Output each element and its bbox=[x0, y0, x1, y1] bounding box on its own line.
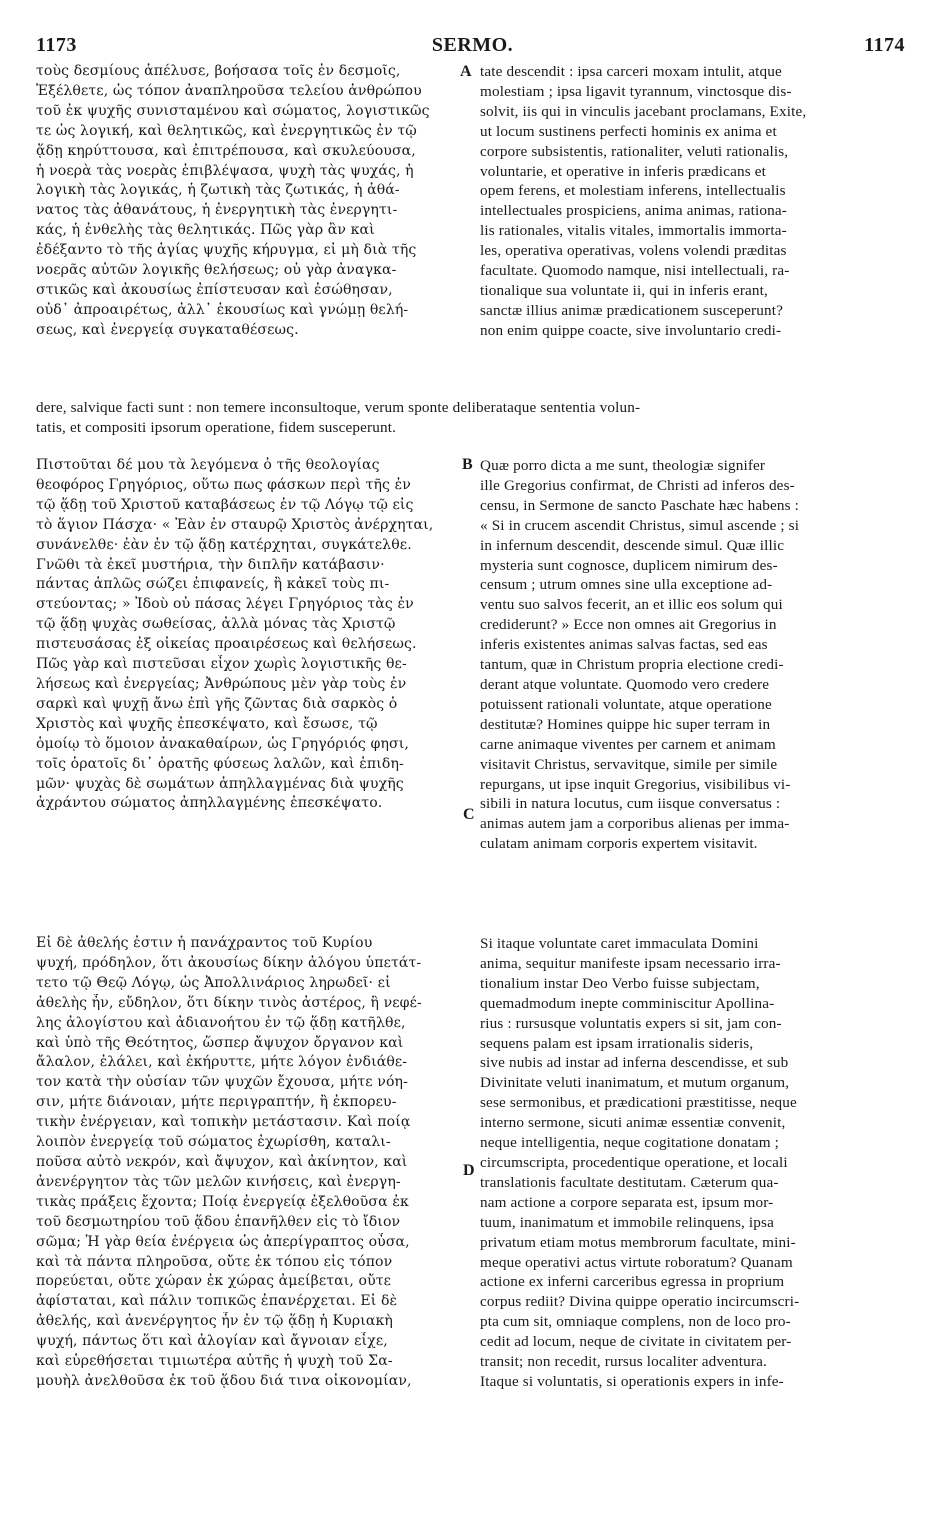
text-line: ventu suo salvos fecerit, an et illic eos solum qui bbox=[480, 596, 783, 614]
text-line: Quæ porro dicta a me sunt, theologiæ signifer bbox=[480, 457, 766, 474]
text-line: « Si in crucem ascendit Christus, simul ascende ; si bbox=[480, 516, 800, 534]
text-line: derant atque voluntate. Quomodo vero credere bbox=[480, 675, 770, 693]
text-line: θεοφόρος Γρηγόριος, οὕτω πως φάσκων περὶ τῆς ἐν bbox=[36, 476, 411, 493]
text-line: repurgans, ut ipse inquit Gregorius, visibilibus vi- bbox=[480, 775, 791, 793]
text-line: ὁμοίῳ τὸ ὅμοιον ἀνακαθαίρων, ὡς Γρηγόριός φησι, bbox=[36, 735, 409, 752]
latin-column-2 bbox=[480, 456, 910, 854]
text-line: tionalique sua voluntate ii, qui in inferis erant, bbox=[480, 281, 768, 299]
text-line: λης ἀλογίστου καὶ ἀδιανοήτου ἐν τῷ ᾅδῃ κατῆλθε, bbox=[36, 1014, 406, 1031]
text-line: nam actione a corpore separata est, ipsum mor- bbox=[480, 1193, 774, 1211]
text-line: ἀνενέργητον τὰς τῶν μελῶν κινήσεις, καὶ ἐνεργη- bbox=[36, 1173, 401, 1190]
text-line: σιν, μήτε διάνοιαν, μήτε περιγραπτήν, ἢ ἐκπορευ- bbox=[36, 1094, 397, 1111]
text-line: interno sermone, sicuti animæ essentiæ convenit, bbox=[480, 1114, 786, 1132]
text-line: circumscripta, procedentique operatione, et locali bbox=[480, 1153, 788, 1171]
text-line: opem ferens, et molestiam inferens, intellectualis bbox=[480, 182, 786, 200]
section-marker-b: B bbox=[462, 456, 473, 473]
text-line: animas autem jam a corporibus alienas per imma- bbox=[480, 815, 790, 833]
text-line: ἀθελής, καὶ ἀνενέργητος ἦν ἐν τῷ ᾅδῃ ἡ Κυριακὴ bbox=[36, 1313, 393, 1330]
greek-column-2 bbox=[36, 456, 456, 814]
text-line: inferis existentes animas salvas factas, sed eas bbox=[480, 636, 768, 654]
text-line: Si itaque voluntate caret immaculata Domini bbox=[480, 935, 759, 952]
text-line: corpus rediit? Divina quippe operatio incircumscri- bbox=[480, 1293, 800, 1311]
text-line: Πιστοῦται δέ μου τὰ λεγόμενα ὁ τῆς θεολογίας bbox=[36, 457, 380, 473]
text-line: carne animaque viventes per carnem et animam bbox=[480, 735, 776, 753]
text-line: Γνῶθι τὰ ἐκεῖ μυστήρια, τὴν διπλῆν κατάβασιν· bbox=[36, 556, 385, 573]
text-line: in infernum descendit, descende simul. Quæ illic bbox=[480, 536, 785, 554]
text-line: σεως, καὶ ἐνεργείᾳ συγκαταθέσεως. bbox=[36, 321, 299, 338]
text-line: μουὴλ ἀνελθοῦσα ἐκ τοῦ ᾅδου διά τινα οἰκονομίαν, bbox=[36, 1372, 412, 1389]
text-line: οὐδ᾽ ἀπροαιρέτως, ἀλλ᾽ ἑκουσίως καὶ γνώμῃ θελή- bbox=[36, 301, 409, 318]
text-line: τὸ ἅγιον Πάσχα· « Ἐὰν ἐν σταυρῷ Χριστὸς ἀνέρχηται, bbox=[36, 516, 434, 533]
text-line: pta cum sit, omniaque complens, non de loco pro- bbox=[480, 1313, 791, 1331]
text-line: cedit ad locum, neque de civitate in civitatem per- bbox=[480, 1333, 792, 1351]
text-line: sese sermonibus, et prædicationi præstitisse, neque bbox=[480, 1094, 797, 1112]
text-line: culatam animam corporis expertem visitavit. bbox=[480, 835, 758, 853]
text-line: tatis, et compositi ipsorum operatione, fidem susceperunt. bbox=[36, 418, 397, 436]
text-line: sibili in natura locutus, cum iisque conversatus : bbox=[480, 795, 781, 813]
text-line: ἀφίσταται, καὶ πάλιν τοπικῶς ἐπανέρχεται. Εἰ δὲ bbox=[36, 1293, 398, 1310]
text-line: privatum etiam motus membrorum facultate, mini- bbox=[480, 1233, 796, 1251]
text-line: neque intelligentia, neque cogitatione donatam ; bbox=[480, 1134, 780, 1152]
text-line: mysteria sunt cognosce, duplicem nimirum des- bbox=[480, 556, 778, 574]
text-line: ἀχράντου σώματος ἀπηλλαγμένης ἐπεσκέψατο. bbox=[36, 795, 383, 812]
text-line: τικὰς πράξεις ἔχοντα; Ποίᾳ ἐνεργείᾳ ἐξελθοῦσα ἐκ bbox=[36, 1193, 409, 1210]
section-marker-a: A bbox=[460, 63, 472, 80]
text-line: ἄλαλον, ἐλάλει, καὶ ἐκήρυττε, μήτε λόγον ἐνδιάθε- bbox=[36, 1054, 408, 1071]
text-line: τῷ ᾅδῃ τοῦ Χριστοῦ καταβάσεως ἐν τῷ Λόγῳ τῷ εἰς bbox=[36, 496, 414, 513]
text-line: censum ; utrum omnes sine ulla exceptione ad- bbox=[480, 576, 773, 594]
text-line: les, operativa operativas, volens volendi præditas bbox=[480, 242, 787, 260]
text-line: tuum, inanimatum et immobile relinquens, ipsa bbox=[480, 1213, 774, 1231]
text-line: τοῦ δεσμωτηρίου τοῦ ᾅδου ἐπανῆλθεν εἰς τὸ ἴδιον bbox=[36, 1213, 401, 1230]
text-line: Divinitate veluti inanimatum, et mutum organum, bbox=[480, 1074, 790, 1092]
text-line: ut locum sustinens perfecti hominis ex anima et bbox=[480, 122, 777, 140]
text-line: tantum, quæ in Christum propria electione credi- bbox=[480, 656, 784, 674]
text-line: solvit, iis qui in vinculis jacebant proclamans, Exite, bbox=[480, 102, 807, 120]
text-line: τοὺς δεσμίους ἀπέλυσε, βοήσασα τοῖς ἐν δεσμοῖς, bbox=[36, 63, 401, 79]
text-line: quemadmodum inepte comminiscitur Apollina- bbox=[480, 994, 775, 1012]
text-line: λογικὴ τὰς λογικάς, ἡ ζωτικὴ τὰς ζωτικάς, ἡ ἀθά- bbox=[36, 182, 400, 199]
greek-column-3 bbox=[36, 934, 456, 1392]
text-line: destitutæ? Homines quippe hic super terram in bbox=[480, 715, 771, 733]
text-line: ψυχή, πρόδηλον, ὅτι ἀκουσίως δίκην ἀλόγου ὑπετάτ- bbox=[36, 954, 422, 971]
text-line: τοῦ ἐκ ψυχῆς συνισταμένου καὶ σώματος, λογιστικῶς bbox=[36, 102, 430, 119]
text-line: πιστευσάσας ἐξ οἰκείας προαιρέσεως καὶ θελήσεως. bbox=[36, 636, 417, 653]
text-line: censu, in Sermone de sancto Paschate hæc habens : bbox=[480, 496, 800, 514]
text-line: ἡ νοερὰ τὰς νοερὰς ἐπιβλέψασα, ψυχὴ τὰς ψυχάς, ἡ bbox=[36, 162, 414, 179]
text-line: καὶ ὑπὸ τῆς Θεότητος, ὥσπερ ἄψυχον ὄργανον καὶ bbox=[36, 1034, 404, 1051]
text-line: tionalium instar Deo Verbo fuisse subjectam, bbox=[480, 974, 760, 992]
text-line: τῷ ᾅδῃ ψυχὰς σωθείσας, ἀλλὰ μόνας τὰς Χριστῷ bbox=[36, 616, 396, 633]
text-line: corpore subsistentis, rationaliter, veluti rationalis, bbox=[480, 142, 789, 160]
text-line: ᾅδῃ κηρύττουσα, καὶ ἐπιτρέπουσα, καὶ σκυλεύουσα, bbox=[36, 142, 416, 159]
page-header bbox=[0, 34, 945, 64]
text-line: dere, salvique facti sunt : non temere inconsultoque, verum sponte deliberataque sententia volun- bbox=[36, 399, 641, 416]
text-line: tate descendit : ipsa carceri moxam intulit, atque bbox=[480, 63, 782, 80]
text-line: visitavit Christus, servavitque, simile per simile bbox=[480, 755, 778, 773]
text-line: νοερᾶς αὐτῶν λογικῆς θελήσεως; οὐ γὰρ ἀναγκα- bbox=[36, 262, 397, 279]
text-line: τετο τῷ Θεῷ Λόγῳ, ὡς Ἀπολλινάριος ληρωδεῖ· εἰ bbox=[36, 974, 391, 991]
text-line: σαρκὶ καὶ ψυχῇ ἄνω ἐπὶ γῆς ζῶντας διὰ σαρκὸς ὁ bbox=[36, 695, 398, 712]
text-line: Πῶς γὰρ καὶ πιστεῦσαι εἶχον χωρὶς λογιστικῆς θε- bbox=[36, 656, 407, 673]
text-line: τε ὡς λογική, καὶ θελητικῶς, καὶ ἐνεργητικῶς ἐν τῷ bbox=[36, 122, 417, 139]
text-line: τικὴν ἐνέργειαν, καὶ τοπικὴν μετάστασιν. Καὶ ποίᾳ bbox=[36, 1114, 411, 1131]
text-line: translationis facultate destitutam. Cæterum qua- bbox=[480, 1173, 779, 1191]
latin-column-3 bbox=[480, 934, 910, 1392]
text-line: μῶν· ψυχὰς δὲ σωμάτων ἀπηλλαγμένας διὰ ψυχῆς bbox=[36, 775, 404, 792]
text-line: sanctæ illius animæ prædicationem susceperunt? bbox=[480, 301, 783, 319]
text-line: πορεύεται, οὔτε χώραν ἐκ χώρας ἀμείβεται, οὔτε bbox=[36, 1273, 392, 1290]
text-line: transit; non recedit, rursus localiter adventura. bbox=[480, 1353, 767, 1371]
text-line: Itaque si voluntatis, si operationis expers in infe- bbox=[480, 1372, 784, 1390]
text-line: sive nubis ad instar ad inferna descendisse, et sub bbox=[480, 1054, 789, 1072]
text-line: καὶ τὰ πάντα πληροῦσα, οὔτε ἐκ τόπου εἰς τόπον bbox=[36, 1253, 393, 1270]
text-line: καὶ εὑρεθήσεται τιμιωτέρα αὐτῆς ἡ ψυχὴ τοῦ Σα- bbox=[36, 1353, 393, 1370]
text-line: sequens palam est ipsam irrationalis sideris, bbox=[480, 1034, 754, 1052]
text-line: potuissent rationali voluntate, atque operatione bbox=[480, 695, 772, 713]
text-line: anima, sequitur manifeste ipsam necessario irra- bbox=[480, 954, 781, 972]
section-marker-d: D bbox=[463, 1162, 475, 1179]
text-line: σῶμα; Ἡ γὰρ θεία ἐνέργεια ὡς ἀπερίγραπτος οὖσα, bbox=[36, 1233, 410, 1250]
text-line: molestiam ; ipsa ligavit tyrannum, vinctosque dis- bbox=[480, 82, 792, 100]
text-line: συνάνελθε· ἐὰν ἐν τῷ ᾅδῃ κατέρχηται, συγκάτελθε. bbox=[36, 536, 412, 553]
text-line: voluntarie, et operative in inferis prædicans et bbox=[480, 162, 766, 180]
text-line: actione ex inferni carceribus egressa in proprium bbox=[480, 1273, 785, 1291]
text-line: intellectuales prospiciens, anima animas, rationa- bbox=[480, 202, 787, 220]
section-marker-c: C bbox=[463, 806, 475, 823]
text-line: Εἰ δὲ ἀθελής ἐστιν ἡ πανάχραντος τοῦ Κυρίου bbox=[36, 935, 373, 951]
text-line: ille Gregorius confirmat, de Christi ad inferos des- bbox=[480, 476, 795, 494]
latin-full-width-continuation bbox=[36, 398, 908, 438]
text-line: Χριστὸς καὶ ψυχῆς ἐπεσκέψατο, καὶ ἔσωσε, τῷ bbox=[36, 715, 378, 732]
text-line: facultate. Quomodo namque, nisi intellectuali, ra- bbox=[480, 262, 790, 280]
text-line: meque operativi actus virtute roboratum? Quanam bbox=[480, 1253, 793, 1271]
text-line: στεύοντας; » Ἰδοὺ οὐ πάσας λέγει Γρηγόριος τὰς ἐν bbox=[36, 596, 414, 613]
text-line: ποῦσα αὐτὸ νεκρόν, καὶ ἄψυχον, καὶ ἀκίνητον, καὶ bbox=[36, 1153, 408, 1170]
latin-column-1 bbox=[480, 62, 910, 341]
text-line: λήσεως καὶ ἐνεργείας; Ἀνθρώπους μὲν γὰρ τοὺς ἐν bbox=[36, 675, 407, 692]
text-line: ἀθελὴς ἦν, εὔδηλον, ὅτι δίκην τινὸς ἀστέρος, ἢ νεφέ- bbox=[36, 994, 422, 1011]
left-page-number: 1173 bbox=[36, 34, 77, 56]
text-line: lis rationales, vitalis vitales, immortalis immorta- bbox=[480, 222, 787, 240]
text-line: ἐδέξαντο τὸ τῆς ἁγίας ψυχῆς κήρυγμα, εἰ μὴ διὰ τῆς bbox=[36, 242, 417, 259]
text-line: τοῖς ὁρατοῖς δι᾽ ὁρατῆς φύσεως λαλῶν, καὶ ἐπιδη- bbox=[36, 755, 404, 772]
text-line: rius : rursusque voluntatis expers si sit, jam con- bbox=[480, 1014, 782, 1032]
text-line: crediderunt? » Ecce non omnes ait Gregorius in bbox=[480, 616, 777, 634]
text-line: non enim quippe coacte, sive involuntario credi- bbox=[480, 321, 782, 339]
text-line: πάντας ἁπλῶς σώζει ἐπιφανείς, ἢ κἀκεῖ τοὺς πι- bbox=[36, 576, 390, 593]
text-line: λοιπὸν ἐνεργείᾳ τοῦ σώματος ἐχωρίσθη, καταλι- bbox=[36, 1134, 391, 1151]
text-line: Ἐξέλθετε, ὡς τόπον ἀναπληροῦσα τελείου ἀνθρώπου bbox=[36, 82, 422, 99]
greek-column-1 bbox=[36, 62, 456, 341]
text-line: ψυχή, πάντως ὅτι καὶ ἀλογίαν καὶ ἄγνοιαν εἶχε, bbox=[36, 1333, 388, 1350]
text-line: νατος τὰς ἀθανάτους, ἡ ἐνεργητικὴ τὰς ἐνεργητι- bbox=[36, 202, 398, 219]
text-line: στικῶς καὶ ἀκουσίως ἐπίστευσαν καὶ ἐσώθησαν, bbox=[36, 281, 393, 298]
text-line: κάς, ἡ ἐνθελὴς τὰς θελητικάς. Πῶς γὰρ ἂν καὶ bbox=[36, 222, 375, 239]
text-line: τον κατὰ τὴν οὐσίαν τῶν ψυχῶν ἔχουσα, μήτε νόη- bbox=[36, 1074, 408, 1091]
right-page-number: 1174 bbox=[864, 34, 905, 56]
running-title: SERMO. bbox=[431, 34, 514, 56]
